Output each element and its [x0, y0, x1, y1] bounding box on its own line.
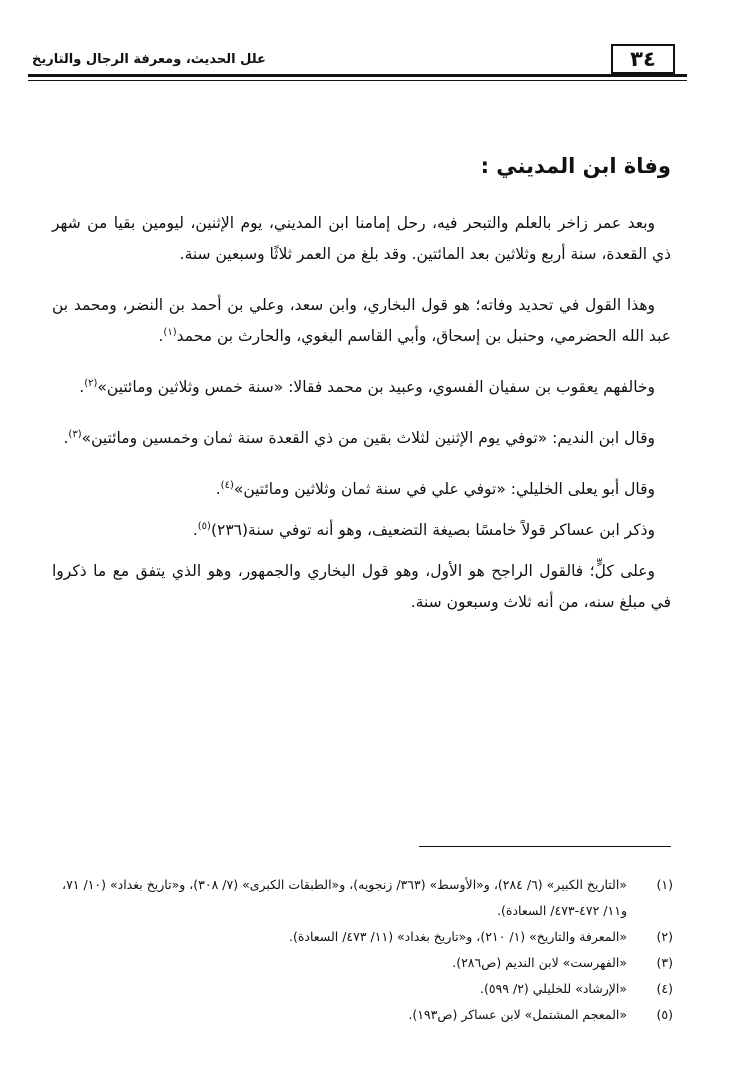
footnote-number: (٢): [656, 929, 673, 944]
footnote: [52, 872, 673, 924]
footnote-text: «المعرفة والتاريخ» (١/ ٢١٠)، و«تاريخ بغداد» (١١/ ٤٧٣/ السعادة).: [288, 929, 627, 944]
footnotes: [52, 872, 673, 1028]
footnote: [52, 1002, 673, 1028]
paragraph: [52, 556, 671, 618]
paragraph: [52, 423, 671, 454]
paragraph-tail: .: [158, 327, 164, 345]
paragraph-text: وخالفهم يعقوب بن سفيان الفسوي، وعبيد بن محمد فقالا: «سنة خمس وثلاثين ومائتين»: [97, 378, 655, 396]
main-content: [52, 148, 671, 638]
footnote-number: (١): [656, 877, 673, 892]
paragraph-tail: .: [79, 378, 85, 396]
footnote-text: «التاريخ الكبير» (٦/ ٢٨٤)، و«الأوسط» (٣٦٣/ زنجويه)، و«الطبقات الكبرى» (٧/ ٣٠٨)، و«تاريخ بغداد» (١٠/ ٧١، و١١/ ٤٧٢-٤٧٣/ السعادة).: [62, 877, 627, 918]
footnote-text: «الإرشاد» للخليلي (٢/ ٥٩٩).: [479, 981, 627, 996]
paragraph: [52, 208, 671, 270]
paragraph-tail: .: [215, 480, 221, 498]
header-rule-thin: [28, 80, 687, 81]
footnote: [52, 950, 673, 976]
footnote-ref[interactable]: (٢): [84, 377, 98, 389]
page-number: ٣٤: [611, 44, 675, 74]
footnote: [52, 976, 673, 1002]
footnote-ref[interactable]: (٤): [220, 479, 234, 491]
header-rule-thick: [28, 74, 687, 77]
paragraph-text: وبعد عمر زاخر بالعلم والتبحر فيه، رحل إمامنا ابن المديني، يوم الإثنين، ليومين بقيا من شهر ذي القعدة، سنة أربع وثلاثين بعد المائتين. وقد بلغ من العمر ثلاثًا وسبعين سنة.: [52, 214, 671, 263]
footnote-text: «المعجم المشتمل» لابن عساكر (ص١٩٣).: [408, 1007, 627, 1022]
section-heading: وفاة ابن المديني :: [480, 154, 671, 178]
paragraph-text: وقال أبو يعلى الخليلي: «توفي علي في سنة ثمان وثلاثين ومائتين»: [233, 480, 655, 498]
paragraph-text: وهذا القول في تحديد وفاته؛ هو قول البخاري، وابن سعد، وعلي بن أحمد بن النضر، ومحمد بن عبد الله الحضرمي، وحنبل بن إسحاق، وأبي القاسم البغوي، والحارث بن محمد: [52, 296, 671, 345]
footnote-number: (٥): [656, 1007, 673, 1022]
paragraph-text: وعلى كلٍّ؛ فالقول الراجح هو الأول، وهو قول البخاري والجمهور، وهو الذي يتفق مع ما ذكروا في مبلغ سنه، من أنه ثلاث وسبعون سنة.: [52, 562, 671, 611]
paragraph: [52, 515, 671, 546]
footnote-ref[interactable]: (٥): [197, 520, 211, 532]
footnote-ref[interactable]: (٣): [68, 428, 82, 440]
paragraph-tail: .: [63, 429, 69, 447]
footnote-number: (٤): [656, 981, 673, 996]
running-title: علل الحديث، ومعرفة الرجال والتاريخ: [32, 52, 266, 67]
paragraph: [52, 290, 671, 352]
footnote-number: (٣): [656, 955, 673, 970]
footnote-separator: [419, 846, 671, 847]
paragraph-text: وقال ابن النديم: «توفي يوم الإثنين لثلاث بقين من ذي القعدة سنة ثمان وخمسين ومائتين»: [81, 429, 655, 447]
footnote-ref[interactable]: (١): [163, 326, 177, 338]
paragraph: [52, 372, 671, 403]
footnote: [52, 924, 673, 950]
page-header: [28, 40, 687, 86]
paragraph-text: وذكر ابن عساكر قولاً خامسًا بصيغة التضعيف، وهو أنه توفي سنة(٢٣٦): [210, 521, 655, 539]
footnote-text: «الفهرست» لابن النديم (ص٢٨٦).: [452, 955, 627, 970]
paragraph: [52, 474, 671, 505]
paragraph-tail: .: [192, 521, 198, 539]
